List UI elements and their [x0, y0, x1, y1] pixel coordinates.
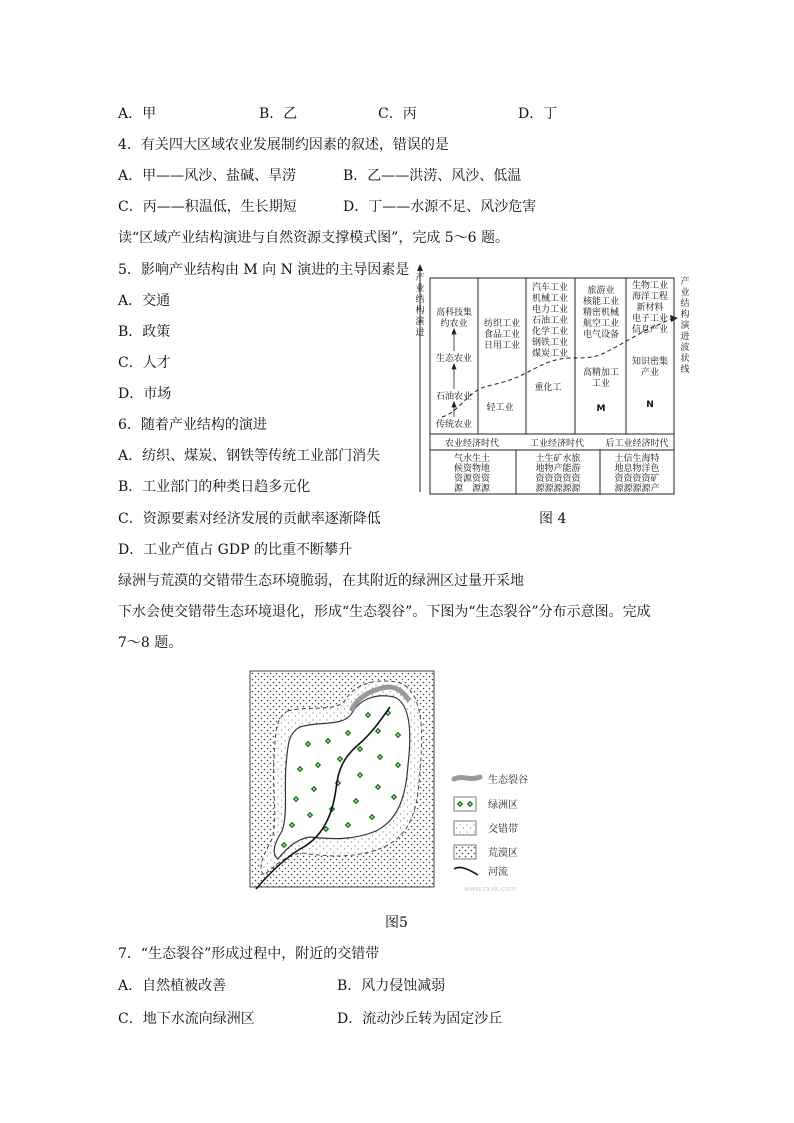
right-label-1: 产: [680, 277, 690, 287]
col1-item-3: 生态农业: [435, 354, 473, 364]
right-label-9: 线: [680, 365, 690, 375]
q5-stem: 5．影响产业结构由 M 向 N 演进的主导因素是: [118, 262, 410, 278]
col5-item-4: 电子工业: [631, 314, 669, 324]
y-axis-label-2: 业: [415, 284, 425, 294]
watermark: www.zxxk.com: [464, 885, 516, 893]
res-ind-3: 资资资资资: [535, 474, 581, 484]
col4-item-5: 电气设备: [582, 330, 620, 340]
col3-item-6: 钢铁工业: [531, 338, 569, 348]
res-agri-1: 气水生土: [453, 454, 491, 464]
intro-7-8-line-1: 绿洲与荒漠的交错带生态环境脆弱，在其附近的绿洲区过量开采地: [118, 573, 524, 589]
res-ind-4: 源源源源源: [535, 484, 581, 494]
col2-bottom: 轻工业: [486, 403, 514, 413]
era-industry: 工业经济时代: [529, 439, 585, 449]
res-post-4: 源源源源产: [614, 484, 660, 494]
intro-7-8-line-2: 下水会使交错带生态环境退化，形成“生态裂谷”。下图为“生态裂谷”分布示意图。完成: [118, 604, 651, 620]
col1-item-2: 约农业: [440, 319, 468, 329]
q3-option-b[interactable]: B．乙: [259, 106, 298, 122]
q4-option-d[interactable]: D．丁——水源不足、风沙危害: [343, 199, 537, 215]
res-post-1: 土信生海特: [614, 454, 660, 464]
label-m: M: [596, 404, 606, 414]
res-post-3: 资资资资矿: [614, 474, 660, 484]
res-agri-3: 资源资资: [453, 474, 491, 484]
right-label-3: 结: [680, 299, 690, 309]
res-agri-4: 源 源源: [453, 484, 491, 494]
q6-option-d[interactable]: D．工业产值占 GDP 的比重不断攀升: [118, 542, 352, 558]
col4-mid-1: 高精加工: [582, 368, 620, 378]
intro-5-6: 读“区域产业结构演进与自然资源支撑模式图”，完成 5～6 题。: [118, 230, 510, 246]
col2-item-3: 日用工业: [483, 341, 521, 351]
legend-rift-label: 生态裂谷: [488, 775, 528, 786]
right-label-2: 业: [680, 288, 690, 298]
legend-river-label: 河流: [488, 867, 508, 878]
res-ind-1: 土生矿水旅: [535, 454, 581, 464]
figure-4-caption: 图 4: [539, 511, 567, 527]
col1-item-4: 石油农业: [435, 392, 473, 402]
col1-item-1: 高科技集: [435, 308, 473, 318]
figure-4-industry-structure-diagram: [412, 262, 694, 496]
res-post-2: 地息物洋色: [614, 464, 660, 474]
q5-option-d[interactable]: D．市场: [118, 386, 172, 402]
col1-item-5: 传统农业: [435, 420, 473, 430]
q6-stem: 6．随着产业结构的演进: [118, 417, 267, 433]
col3-bottom: 重化工: [534, 383, 562, 393]
q5-option-a[interactable]: A．交通: [118, 293, 171, 309]
q4-option-a[interactable]: A．甲——风沙、盐碱、旱涝: [118, 168, 297, 184]
col3-item-1: 汽车工业: [531, 283, 569, 293]
col5-mid-1: 知识密集: [631, 357, 669, 367]
col3-item-5: 化学工业: [531, 327, 569, 337]
right-label-8: 状: [680, 354, 690, 364]
col4-item-3: 精密机械: [582, 308, 620, 318]
q3-option-c[interactable]: C．丙: [378, 106, 417, 122]
q7-option-a[interactable]: A．自然植被改善: [118, 978, 227, 994]
col5-item-5: 信息产业: [631, 325, 669, 335]
col5-mid-2: 产业: [640, 368, 660, 378]
col2-item-1: 纺织工业: [483, 319, 521, 329]
res-agri-2: 候资物地: [453, 464, 491, 474]
q7-option-d[interactable]: D．流动沙丘转为固定沙丘: [337, 1011, 503, 1027]
q6-option-a[interactable]: A．纺织、煤炭、钢铁等传统工业部门消失: [118, 448, 381, 464]
col4-item-4: 航空工业: [582, 319, 620, 329]
q4-option-b[interactable]: B．乙——洪涝、风沙、低温: [343, 168, 522, 184]
col5-item-1: 生物工业: [631, 281, 669, 291]
q6-option-b[interactable]: B．工业部门的种类日趋多元化: [118, 479, 311, 495]
right-label-6: 进: [680, 332, 690, 342]
col5-item-2: 海洋工程: [631, 292, 669, 302]
col3-item-3: 电力工业: [531, 305, 569, 315]
label-n: N: [646, 400, 654, 410]
col3-item-7: 煤炭工业: [531, 349, 569, 359]
q7-option-b[interactable]: B．风力侵蚀减弱: [337, 978, 446, 994]
y-axis-label-4: 构: [415, 306, 425, 316]
legend-desert-label: 荒漠区: [488, 848, 518, 859]
q4-stem: 4．有关四大区域农业发展制约因素的叙述，错误的是: [118, 137, 449, 153]
q3-option-a[interactable]: A．甲: [118, 106, 157, 122]
era-post-industry: 后工业经济时代: [605, 439, 669, 449]
y-axis-label-6: 进: [415, 328, 425, 338]
legend-oasis-label: 绿洲区: [488, 800, 518, 811]
legend: [454, 777, 480, 875]
figure-5-caption: 图5: [385, 915, 408, 931]
col4-item-1: 旅游业: [587, 286, 615, 296]
col4-item-2: 核能工业: [582, 297, 620, 307]
col3-item-2: 机械工业: [531, 294, 569, 304]
right-label-5: 演: [680, 321, 690, 331]
y-axis-label-5: 演: [415, 317, 425, 327]
col5-item-3: 新材料: [636, 303, 664, 313]
legend-transition-label: 交错带: [488, 824, 518, 835]
figure-5-ecological-rift-map: [248, 669, 548, 893]
right-label-4: 构: [680, 310, 690, 320]
res-ind-2: 地物产能游: [535, 464, 581, 474]
q5-option-b[interactable]: B．政策: [118, 324, 171, 340]
col2-item-2: 食品工业: [483, 330, 521, 340]
q7-option-c[interactable]: C．地下水流向绿洲区: [118, 1011, 255, 1027]
right-label-7: 波: [680, 343, 690, 353]
era-agriculture: 农业经济时代: [444, 439, 500, 449]
col3-item-4: 石油工业: [531, 316, 569, 326]
y-axis-label-1: 产: [415, 273, 425, 283]
q7-stem: 7．“生态裂谷”形成过程中，附近的交错带: [118, 946, 380, 962]
q5-option-c[interactable]: C．人才: [118, 355, 171, 371]
q3-option-d[interactable]: D．丁: [518, 106, 558, 122]
col4-mid-2: 工业: [591, 379, 611, 389]
q4-option-c[interactable]: C．丙——积温低，生长期短: [118, 199, 297, 215]
q6-option-c[interactable]: C．资源要素对经济发展的贡献率逐渐降低: [118, 511, 381, 527]
y-axis-label-3: 结: [415, 295, 425, 305]
intro-7-8-line-3: 7～8 题。: [118, 635, 183, 651]
